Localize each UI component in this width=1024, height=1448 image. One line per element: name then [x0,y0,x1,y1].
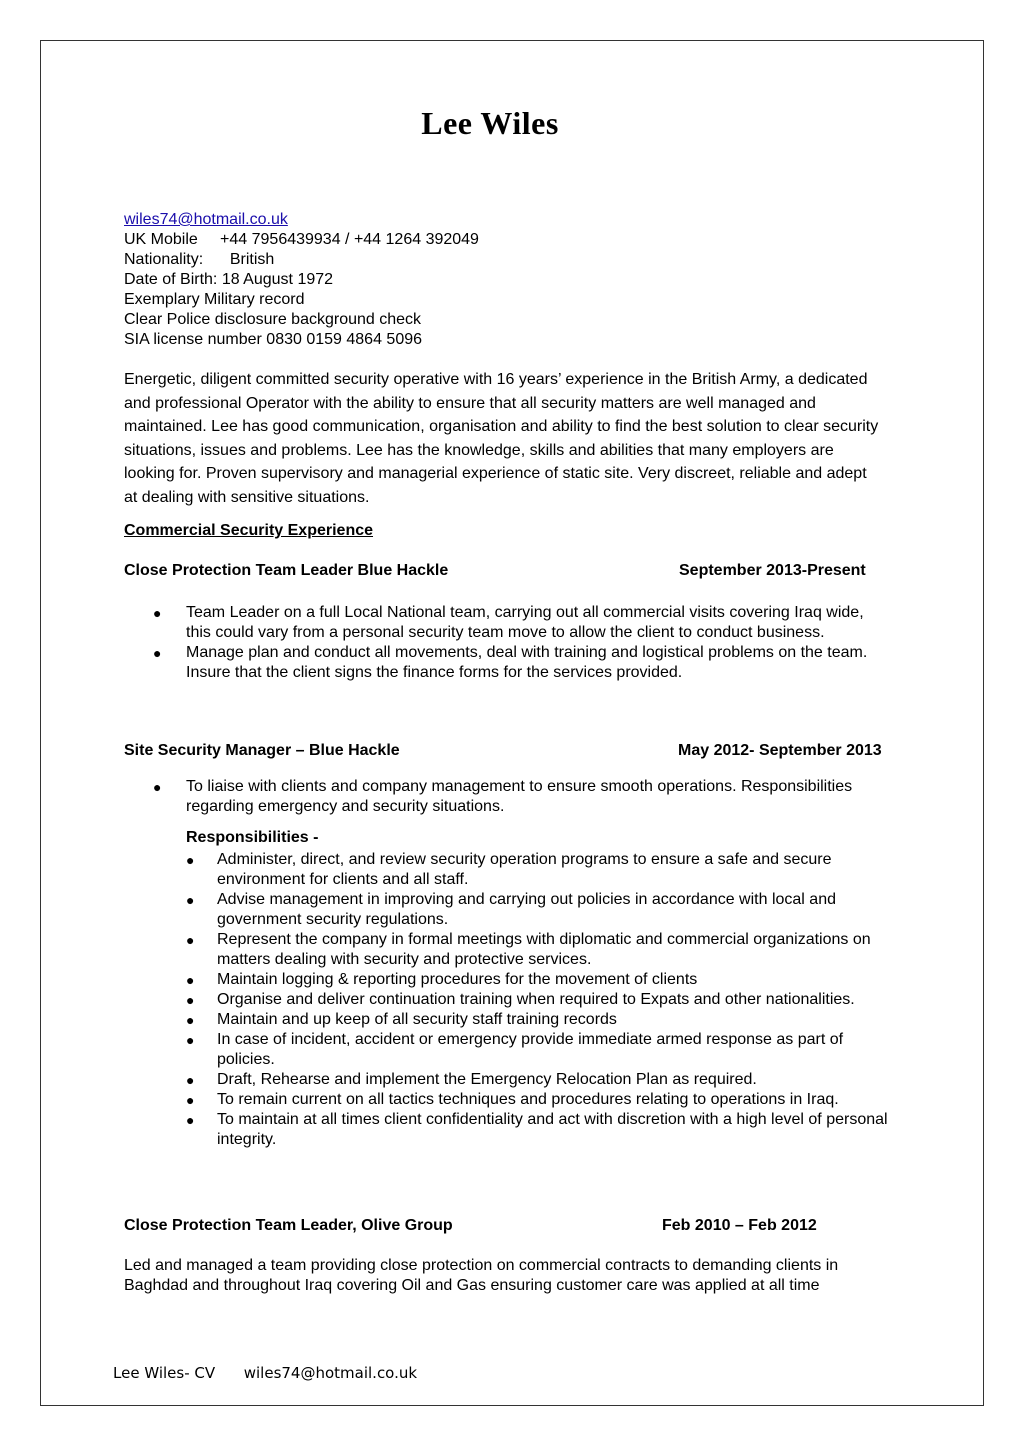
list-item: ● Represent the company in formal meetings with diplomatic and commercial organizations on matters dealing with security and protective services. [186,931,871,968]
bullet-icon: ● [186,1092,195,1108]
job-dates: September 2013-Present [679,562,866,579]
job-title: Close Protection Team Leader, Olive Group [124,1217,453,1234]
page-footer [113,1364,417,1382]
list-item: ● Administer, direct, and review security operation programs to ensure a safe and secure environment for clients and all staff. [186,851,832,888]
list-item: ● Maintain logging & reporting procedures for the movement of clients [186,971,698,988]
bullet-icon: ● [153,645,162,661]
bullet-icon: ● [186,1072,195,1088]
job-dates: May 2012- September 2013 [678,742,882,759]
section-title: Commercial Security Experience [124,522,374,539]
bullet-icon: ● [186,932,195,948]
footer-label: Lee Wiles- CV [113,1364,216,1382]
military-line: Exemplary Military record [124,291,305,308]
list-item: ● Team Leader on a full Local National team, carrying out all commercial visits covering Iraq wide, this could vary from a personal security team move to allow the client to conduct business. [153,604,864,641]
list-item: ● Manage plan and conduct all movements, deal with training and logistical problems on the team. Insure that the client signs the finance forms for the services provided. [153,644,868,681]
job-title: Site Security Manager – Blue Hackle [124,742,400,759]
profile-summary: Energetic, diligent committed security operative with 16 years’ experience in the British Army, a dedicated and professional Operator with the ability to ensure that all security matters are well managed and maintained. Lee has good communication, organisation and ability to find the best solution to clear security situations, issues and problems. Lee has the knowledge, skills and abilities that many employers are looking for. Proven supervisory and managerial experience of static site. Very discreet, reliable and adept at dealing with sensitive situations. [124,371,879,506]
list-item: ● To liaise with clients and company management to ensure smooth operations. Responsibilities regarding emergency and security situations. [153,778,853,815]
job-description: Led and managed a team providing close protection on commercial contracts to demanding clients in Baghdad and throughout Iraq covering Oil and Gas ensuring customer care was applied at all time [124,1257,839,1294]
dob-line: Date of Birth: 18 August 1972 [124,271,334,288]
job-title: Close Protection Team Leader Blue Hackle [124,562,449,579]
footer-email: wiles74@hotmail.co.uk [243,1364,418,1382]
candidate-name: Lee Wiles [421,105,559,141]
job-bullets [153,777,886,817]
list-item: ● To maintain at all times client confidentiality and act with discretion with a high level of personal integrity. [186,1111,888,1148]
bullet-icon: ● [186,1112,195,1128]
email-link[interactable]: wiles74@hotmail.co.uk [124,211,288,228]
police-line: Clear Police disclosure background check [124,311,422,328]
contact-block [124,210,479,350]
bullet-icon: ● [153,605,162,621]
bullet-icon: ● [186,972,195,988]
job-bullets [153,603,886,683]
responsibilities-heading: Responsibilities - [186,829,319,846]
bullet-icon: ● [186,1012,195,1028]
bullet-icon: ● [186,992,195,1008]
list-item: ● Maintain and up keep of all security staff training records [186,1011,617,1028]
sia-line: SIA license number 0830 0159 4864 5096 [124,331,423,348]
bullet-icon: ● [153,779,162,795]
responsibilities-list [186,850,897,1150]
list-item: ● Advise management in improving and carrying out policies in accordance with local and government security regulations. [186,891,836,928]
mobile-line: UK Mobile +44 7956439934 / +44 1264 392049 [124,231,479,248]
job-dates: Feb 2010 – Feb 2012 [662,1217,817,1234]
list-item: ● Draft, Rehearse and implement the Emergency Relocation Plan as required. [186,1071,757,1088]
nationality-line: Nationality: British [124,251,275,268]
bullet-icon: ● [186,1032,195,1048]
bullet-icon: ● [186,892,195,908]
list-item: ● In case of incident, accident or emergency provide immediate armed response as part of policies. [186,1031,844,1068]
list-item: ● To remain current on all tactics techniques and procedures relating to operations in Iraq. [186,1091,839,1108]
list-item: ● Organise and deliver continuation training when required to Expats and other nationalities. [186,991,855,1008]
bullet-icon: ● [186,852,195,868]
